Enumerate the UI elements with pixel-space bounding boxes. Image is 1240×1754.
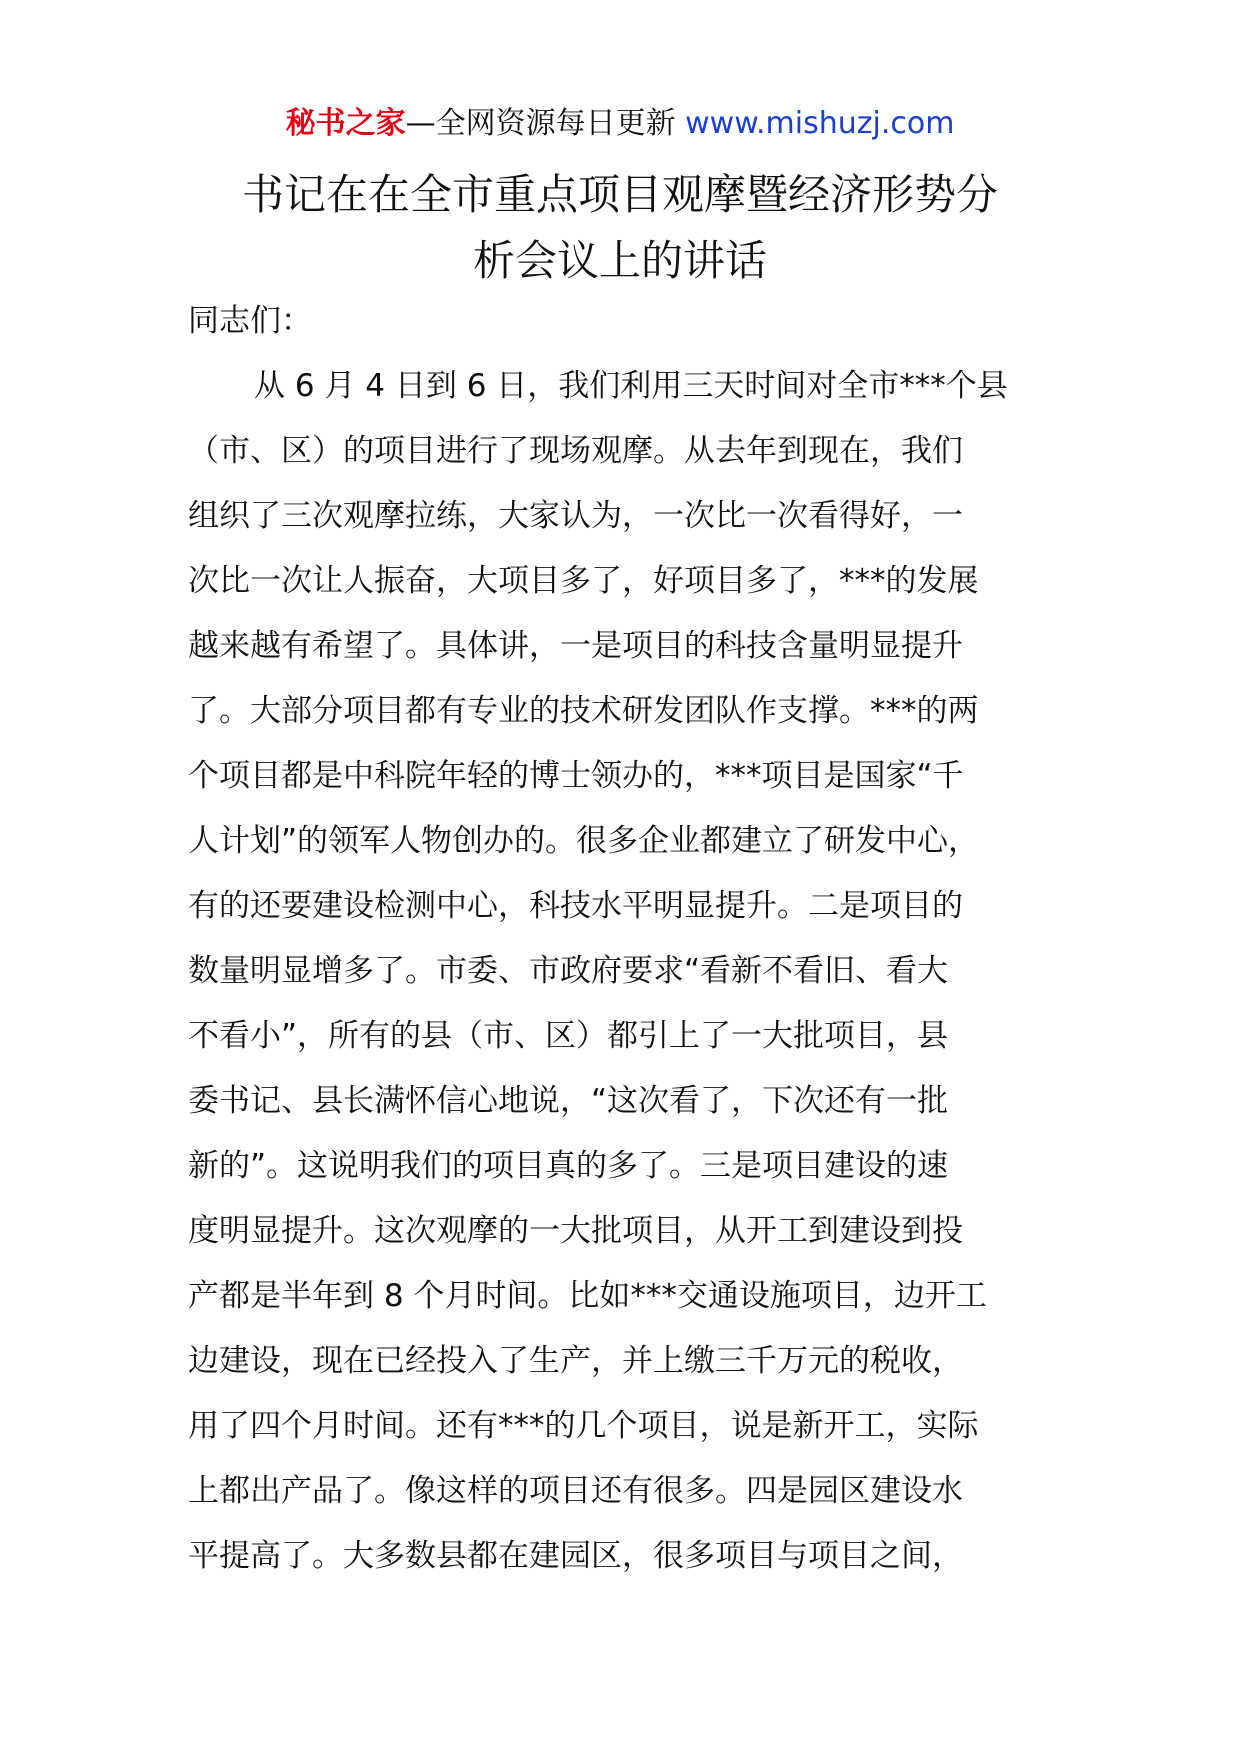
brand-name: 秘书之家: [285, 106, 406, 141]
body-line: 数量明显增多了。市委、市政府要求“看新不看旧、看大: [188, 953, 949, 989]
body-line: 个项目都是中科院年轻的博士领办的，***项目是国家“千: [188, 758, 964, 794]
header-slogan: —全网资源每日更新: [405, 106, 676, 141]
title-line: 书记在在全市重点项目观摩暨经济形势分: [241, 170, 998, 219]
body-line: 次比一次让人振奋，大项目多了，好项目多了，***的发展: [188, 563, 979, 599]
body-line: 用了四个月时间。还有***的几个项目，说是新开工，实际: [188, 1408, 979, 1444]
body-line: 边建设，现在已经投入了生产，并上缴三千万元的税收，: [188, 1343, 963, 1379]
body-line: 从 6 月 4 日到 6 日，我们利用三天时间对全市***个县: [254, 368, 1008, 404]
body-line: 新的”。这说明我们的项目真的多了。三是项目建设的速: [188, 1148, 949, 1184]
body-line: 产都是半年到 8 个月时间。比如***交通设施项目，边开工: [188, 1278, 987, 1314]
body-line: 不看小”，所有的县（市、区）都引上了一大批项目，县: [188, 1018, 949, 1054]
body-line: 人计划”的领军人物创办的。很多企业都建立了研发中心，: [188, 823, 980, 859]
body-line: 了。大部分项目都有专业的技术研发团队作支撑。***的两: [188, 693, 979, 729]
salutation: 同志们：: [188, 303, 312, 339]
title-line: 析会议上的讲话: [472, 236, 767, 285]
body-line: 越来越有希望了。具体讲，一是项目的科技含量明显提升: [188, 628, 963, 664]
website-link[interactable]: www.mishuzj.com: [685, 106, 955, 141]
body-line: 委书记、县长满怀信心地说，“这次看了，下次还有一批: [188, 1083, 949, 1119]
body-line: （市、区）的项目进行了现场观摩。从去年到现在，我们: [188, 433, 963, 469]
body-line: 平提高了。大多数县都在建园区，很多项目与项目之间，: [188, 1538, 963, 1574]
body-line: 度明显提升。这次观摩的一大批项目，从开工到建设到投: [188, 1213, 963, 1249]
body-line: 上都出产品了。像这样的项目还有很多。四是园区建设水: [188, 1473, 963, 1509]
header-banner: [0, 100, 1240, 148]
body-paragraph: [188, 361, 1068, 1596]
document-title: [150, 162, 1090, 294]
body-line: 组织了三次观摩拉练，大家认为，一次比一次看得好，一: [188, 498, 963, 534]
body-line: 有的还要建设检测中心，科技水平明显提升。二是项目的: [188, 888, 963, 924]
